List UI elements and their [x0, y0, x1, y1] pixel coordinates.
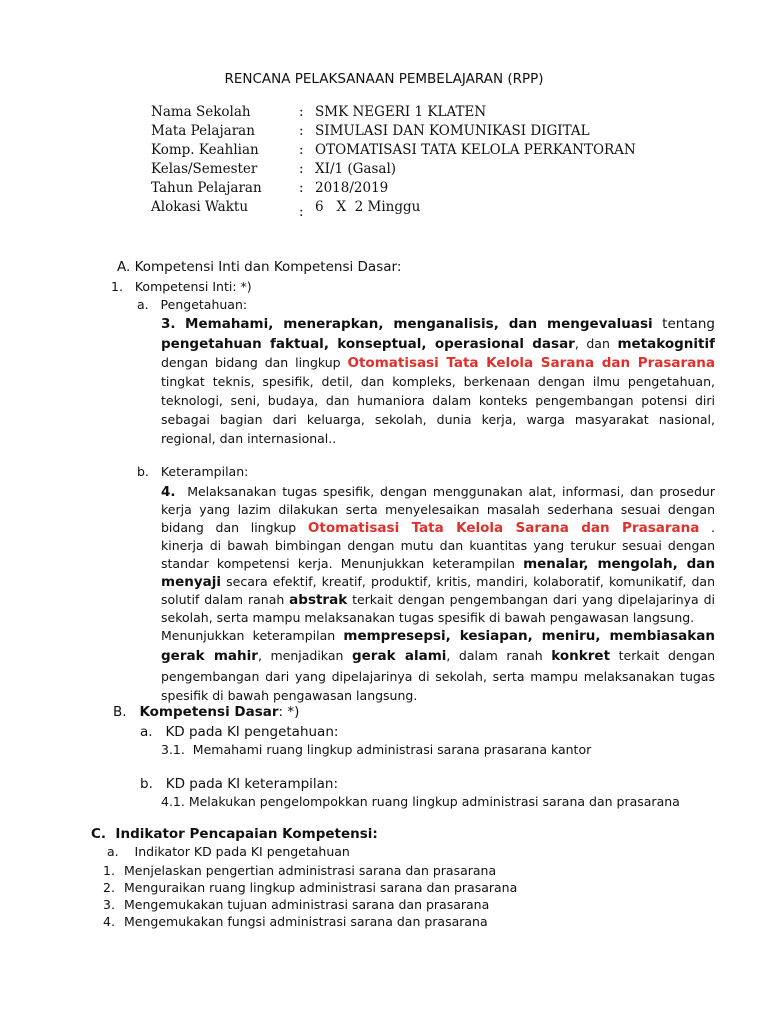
- section-c-heading: C. Indikator Pencapaian Kompetensi:: [91, 826, 378, 842]
- ki4-bold: menalar, mengolah, dan: [523, 556, 715, 572]
- identity-value: XI/1 (Gasal): [315, 161, 397, 177]
- ki3-line: teknologi, seni, budaya, dan humaniora dalam konteks pengembangan potensi diri: [161, 393, 715, 408]
- ki3-line: regional, dan internasional..: [161, 431, 337, 446]
- list-item: [103, 897, 517, 914]
- ki3-bold: pengetahuan faktual: [161, 336, 324, 352]
- identity-value: SMK NEGERI 1 KLATEN: [315, 104, 487, 120]
- ki3-bold: operasional dasar: [434, 336, 575, 352]
- kd-pengetahuan-label: a. KD pada KI pengetahuan:: [140, 724, 339, 740]
- list-text: Menjelaskan pengertian administrasi sarana dan prasarana: [124, 863, 497, 878]
- ki3-sep: ,: [421, 336, 435, 352]
- ki3-bold: konseptual: [337, 336, 422, 352]
- ki4-line: pengembangan dari yang dipelajarinya di sekolah, serta mampu melaksanakan tugas: [161, 669, 715, 684]
- ki3-bold: Memahami, menerapkan, menganalisis, dan mengevaluasi: [185, 316, 653, 332]
- ki3-line: tingkat teknis, spesifik, detil, dan kompleks, berkenaan dengan ilmu pengetahuan,: [161, 374, 715, 389]
- ki4-line: kinerja di bawah bimbingan dengan mutu dan kuantitas yang terukur sesuai dengan: [161, 538, 715, 553]
- kd-keterampilan-label: b. KD pada KI keterampilan:: [140, 776, 339, 792]
- ki4-bold: konkret: [551, 648, 611, 664]
- ki4-text: standar kompetensi kerja. Menunjukkan keterampilan: [161, 556, 524, 571]
- identity-colon: :: [299, 180, 304, 196]
- ki4-text: .: [711, 520, 715, 535]
- list-item: [103, 863, 517, 880]
- ki3-text: tentang: [662, 316, 715, 332]
- identity-label: Kelas/Semester: [151, 161, 258, 177]
- identity-label: Tahun Pelajaran: [151, 180, 262, 196]
- section-a-heading: A. Kompetensi Inti dan Kompetensi Dasar:: [117, 259, 402, 275]
- ki3-sep: ,: [323, 336, 338, 352]
- ki4-bold: mempresepsi, kesiapan, meniru, membiasakan: [343, 628, 715, 644]
- pengetahuan-label: a. Pengetahuan:: [137, 297, 248, 312]
- ki4-text: , menjadikan: [257, 648, 352, 663]
- ki3-paragraph: [161, 315, 715, 448]
- list-text: Menguraikan ruang lingkup administrasi sarana dan prasarana: [124, 880, 518, 895]
- ki4-line: kerja yang lazim dilakukan serta menyelesaikan masalah sederhana sesuai dengan: [161, 502, 715, 517]
- ki3-bold: metakognitif: [617, 336, 715, 352]
- ki4-text: solutif dalam ranah: [161, 592, 290, 607]
- ki4-paragraph: [161, 483, 715, 705]
- list-item: [103, 914, 517, 931]
- identity-value: 2018/2019: [315, 180, 389, 196]
- ki4-bold: menyaji: [161, 574, 221, 590]
- ki3-text: dengan bidang dan lingkup: [161, 355, 348, 370]
- ki-label: 1. Kompetensi Inti: *): [111, 279, 252, 294]
- ki4-bold: gerak mahir: [161, 648, 258, 664]
- ki3-number: 3.: [161, 316, 176, 332]
- list-number: 3.: [103, 897, 115, 912]
- list-text: Mengemukakan tujuan administrasi sarana dan prasarana: [124, 897, 490, 912]
- ki4-text: terkait dengan: [610, 648, 715, 663]
- identity-label: Alokasi Waktu: [151, 199, 249, 215]
- keterampilan-label: b. Keterampilan:: [137, 464, 249, 479]
- ki4-text: secara efektif, kreatif, produktif, kritis, mandiri, kolaboratif, komunikatif, dan: [221, 574, 715, 589]
- list-number: 4.: [103, 914, 115, 929]
- identity-label: Komp. Keahlian: [151, 142, 259, 158]
- kd-pengetahuan-item: 3.1. Memahami ruang lingkup administrasi sarana prasarana kantor: [161, 742, 592, 757]
- ki4-text: bidang dan lingkup: [161, 520, 308, 535]
- ki3-sep: , dan: [574, 336, 618, 351]
- identity-label: Mata Pelajaran: [151, 123, 255, 139]
- ki4-text: Melaksanakan tugas spesifik, dengan menggunakan alat, informasi, dan prosedur: [175, 484, 715, 499]
- ki3-highlight: Otomatisasi Tata Kelola Sarana dan Prasarana: [347, 355, 715, 371]
- ki3-line: sebagai bagian dari keluarga, sekolah, dunia kerja, warga masyarakat nasional,: [161, 412, 715, 427]
- identity-colon: :: [299, 142, 304, 158]
- list-item: [103, 880, 517, 897]
- identity-colon: :: [299, 204, 304, 220]
- section-b-title: Kompetensi Dasar: [139, 704, 279, 720]
- ki4-bold: abstrak: [289, 592, 348, 608]
- indikator-label: a. Indikator KD pada KI pengetahuan: [107, 844, 350, 859]
- section-b-letter: B.: [113, 704, 127, 720]
- ki4-text: Menunjukkan keterampilan: [161, 628, 344, 643]
- ki4-text: terkait dengan pengembangan dari yang dipelajarinya di: [347, 592, 715, 607]
- indicator-list: [103, 863, 517, 931]
- identity-label: Nama Sekolah: [151, 104, 251, 120]
- kd-keterampilan-item: 4.1. Melakukan pengelompokkan ruang lingkup administrasi sarana dan prasarana: [161, 794, 680, 809]
- ki4-text: , dalam ranah: [446, 648, 552, 663]
- ki4-number: 4.: [161, 484, 176, 500]
- list-text: Mengemukakan fungsi administrasi sarana dan prasarana: [124, 914, 488, 929]
- ki4-highlight: Otomatisasi Tata Kelola Sarana dan Prasarana: [307, 520, 700, 536]
- identity-value: 6 X 2 Minggu: [315, 199, 421, 215]
- list-number: 1.: [103, 863, 115, 878]
- identity-colon: :: [299, 123, 304, 139]
- identity-colon: :: [299, 161, 304, 177]
- document-title: RENCANA PELAKSANAAN PEMBELAJARAN (RPP): [224, 71, 544, 87]
- ki4-bold: gerak alami: [351, 648, 447, 664]
- ki4-line: sekolah, serta mampu melaksanakan tugas spesifik di bawah pengawasan langsung.: [161, 610, 695, 625]
- identity-colon: :: [299, 104, 304, 120]
- section-b-suffix: : *): [278, 704, 300, 720]
- identity-value: OTOMATISASI TATA KELOLA PERKANTORAN: [315, 142, 636, 158]
- ki4-line: spesifik di bawah pengawasan langsung.: [161, 688, 418, 703]
- list-number: 2.: [103, 880, 115, 895]
- identity-value: SIMULASI DAN KOMUNIKASI DIGITAL: [315, 123, 590, 139]
- section-b-heading: [113, 704, 299, 720]
